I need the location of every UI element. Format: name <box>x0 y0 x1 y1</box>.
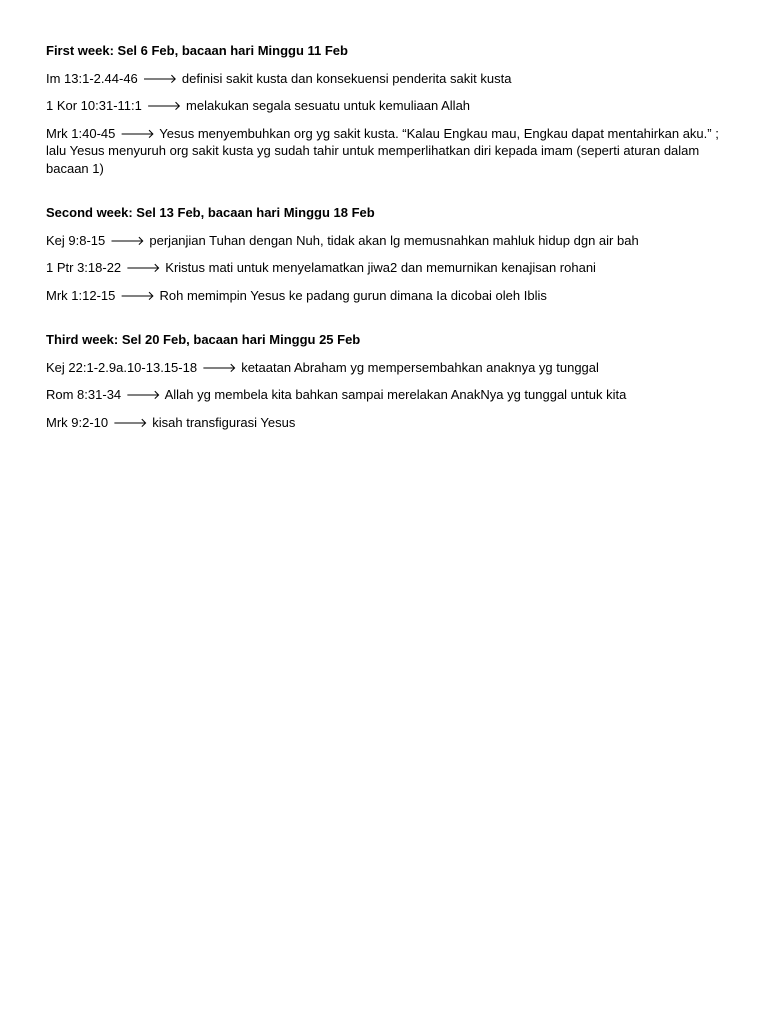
right-arrow-icon: 🡒 <box>125 387 161 402</box>
reading-reference: Kej 9:8-15 <box>46 232 106 248</box>
reading-description: definisi sakit kusta dan konsekuensi penderita sakit kusta <box>181 70 512 86</box>
reading-item <box>46 287 726 305</box>
reading-item <box>46 359 726 377</box>
reading-description: melakukan segala sesuatu untuk kemuliaan Allah <box>186 98 471 113</box>
reading-item <box>46 386 726 404</box>
week-title: Third week: Sel 20 Feb, bacaan hari Minggu 25 Feb <box>46 332 361 347</box>
reading-reference: Mrk 1:40-45 <box>46 125 116 141</box>
week-section-3 <box>46 331 726 431</box>
week-title: First week: Sel 6 Feb, bacaan hari Minggu 11 Feb <box>46 43 348 58</box>
right-arrow-icon: 🡒 <box>142 70 178 86</box>
right-arrow-icon: 🡒 <box>201 359 237 375</box>
week-section-1 <box>46 42 726 177</box>
reading-description: kisah transfigurasi Yesus <box>152 414 296 430</box>
reading-item <box>46 70 726 88</box>
right-arrow-icon: 🡒 <box>146 98 182 113</box>
reading-reference: Mrk 9:2-10 <box>46 414 109 430</box>
reading-description: Allah yg membela kita bahkan sampai merelakan AnakNya yg tunggal untuk kita <box>164 387 627 402</box>
right-arrow-icon: 🡒 <box>120 287 155 303</box>
reading-item <box>46 259 726 277</box>
reading-item <box>46 125 726 178</box>
week-title: Second week: Sel 13 Feb, bacaan hari Minggu 18 Feb <box>46 205 375 220</box>
reading-reference: 1 Ptr 3:18-22 <box>46 260 122 275</box>
reading-description: Yesus menyembuhkan org yg sakit kusta. “Kalau Engkau mau, Engkau dapat mentahirkan aku.” ; lalu Yesus menyuruh org sakit kusta yg sudah tahir untuk memperlihatkan diri kepada imam (seperti aturan dalam bacaan 1) <box>46 125 719 176</box>
reading-description: perjanjian Tuhan dengan Nuh, tidak akan lg memusnahkan mahluk hidup dgn air bah <box>149 232 639 248</box>
right-arrow-icon: 🡒 <box>112 414 148 430</box>
reading-reference: Im 13:1-2.44-46 <box>46 70 138 86</box>
reading-description: Kristus mati untuk menyelamatkan jiwa2 dan memurnikan kenajisan rohani <box>165 260 596 275</box>
reading-reference: 1 Kor 10:31-11:1 <box>46 98 142 113</box>
reading-item <box>46 414 726 432</box>
reading-item <box>46 232 726 250</box>
right-arrow-icon: 🡒 <box>125 260 161 275</box>
reading-reference: Rom 8:31-34 <box>46 387 122 402</box>
reading-description: ketaatan Abraham yg mempersembahkan anaknya yg tunggal <box>241 359 599 375</box>
reading-description: Roh memimpin Yesus ke padang gurun dimana Ia dicobai oleh Iblis <box>159 287 547 303</box>
reading-reference: Mrk 1:12-15 <box>46 287 116 303</box>
week-section-2 <box>46 204 726 304</box>
reading-reference: Kej 22:1-2.9a.10-13.15-18 <box>46 359 198 375</box>
right-arrow-icon: 🡒 <box>109 232 145 248</box>
reading-item <box>46 97 726 115</box>
right-arrow-icon: 🡒 <box>120 125 155 141</box>
document-page <box>46 42 726 458</box>
